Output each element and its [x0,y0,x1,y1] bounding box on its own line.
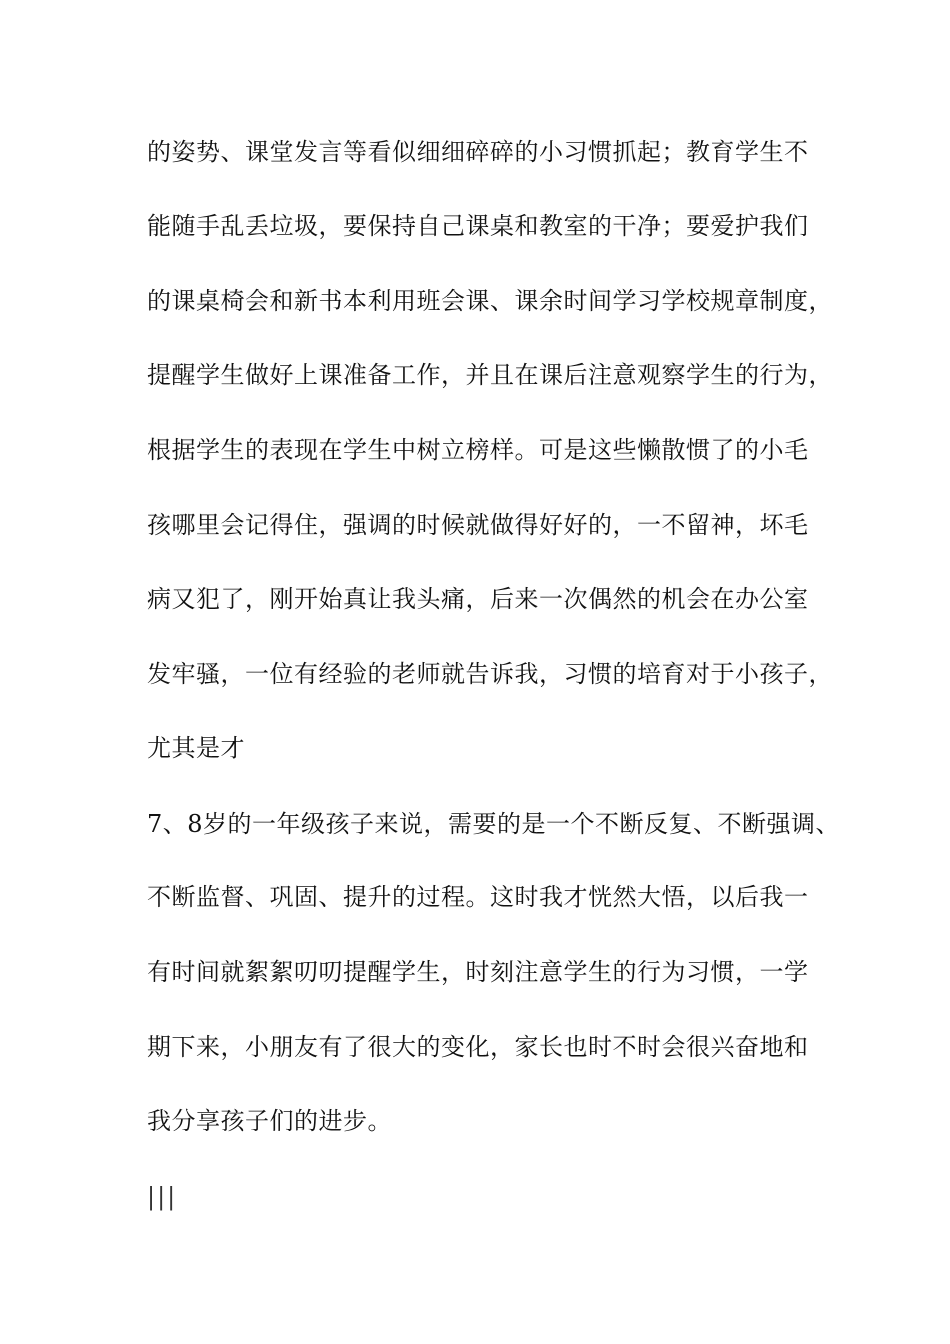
text-line: 的姿势、课堂发言等看似细细碎碎的小习惯抓起；教育学生不 [147,138,809,166]
text-line: 我分享孩子们的进步。 [147,1107,392,1135]
text-line: 期下来，小朋友有了很大的变化，家长也时不时会很兴奋地和 [147,1033,809,1061]
text-line: 7、8岁的一年级孩子来说，需要的是一个不断反复、不断强调、 [147,810,841,838]
text-line: 孩哪里会记得住，强调的时候就做得好好的，一不留神，坏毛 [147,511,809,539]
text-line: 发牢骚，一位有经验的老师就告诉我，习惯的培育对于小孩子， [147,660,833,688]
text-line: 能随手乱丢垃圾，要保持自己课桌和教室的干净；要爱护我们 [147,212,809,240]
separator-marks: ||| [147,1183,178,1211]
text-line: 病又犯了，刚开始真让我头痛，后来一次偶然的机会在办公室 [147,585,809,613]
text-line: 根据学生的表现在学生中树立榜样。可是这些懒散惯了的小毛 [147,436,809,464]
text-line: 有时间就絮絮叨叨提醒学生，时刻注意学生的行为习惯，一学 [147,958,809,986]
text-line: 不断监督、巩固、提升的过程。这时我才恍然大悟，以后我一 [147,883,809,911]
text-line: 提醒学生做好上课准备工作，并且在课后注意观察学生的行为， [147,361,833,389]
text-line: 尤其是才 [147,734,245,762]
text-line: 的课桌椅会和新书本利用班会课、课余时间学习学校规章制度， [147,287,833,315]
